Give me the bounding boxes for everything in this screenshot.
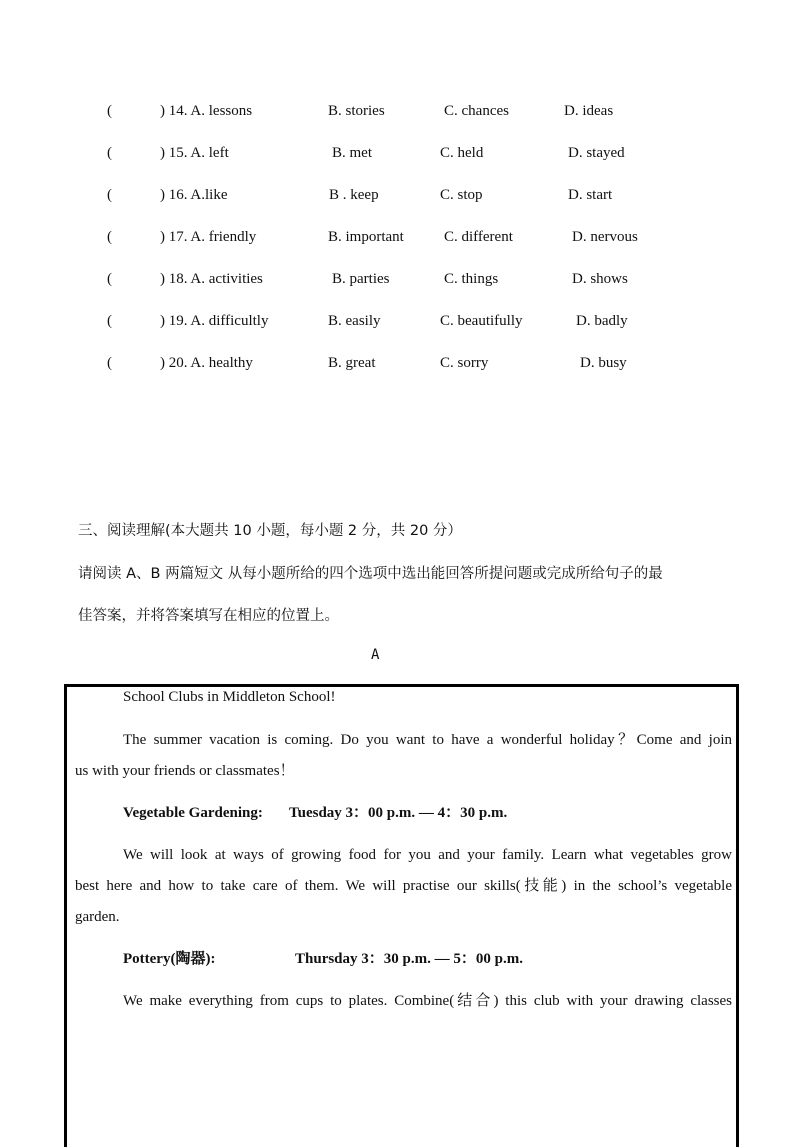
option-d: D. start bbox=[568, 187, 613, 203]
answer-blank-open: ( bbox=[107, 229, 112, 245]
option-b: B. easily bbox=[328, 313, 381, 329]
option-c: C. sorry bbox=[440, 355, 489, 371]
question-number-option-a: ) 14. A. lessons bbox=[160, 103, 253, 119]
option-b: B. met bbox=[332, 145, 372, 161]
passage-box bbox=[64, 684, 739, 1147]
question-number-option-a: ) 17. A. friendly bbox=[160, 229, 257, 245]
section-title: 三、阅读理解(本大题共 10 小题，每小题 2 分，共 20 分） bbox=[78, 523, 462, 539]
club-time: Thursday 3：30 p.m. — 5：00 p.m. bbox=[295, 951, 523, 967]
option-d: D. nervous bbox=[572, 229, 638, 245]
question-number-option-a: ) 20. A. healthy bbox=[160, 355, 253, 371]
option-b: B. stories bbox=[328, 103, 385, 119]
passage-intro-line: The summer vacation is coming. Do you want to have a wonderful holiday？Come and join bbox=[123, 732, 732, 748]
option-b: B. parties bbox=[332, 271, 390, 287]
option-d: D. shows bbox=[572, 271, 628, 287]
option-c: C. held bbox=[440, 145, 484, 161]
club-description-line: We will look at ways of growing food for you and your family. Learn what vegetables grow bbox=[123, 847, 732, 863]
option-c: C. stop bbox=[440, 187, 483, 203]
club-name: Vegetable Gardening: bbox=[123, 805, 263, 821]
option-b: B . keep bbox=[329, 187, 379, 203]
option-c: C. chances bbox=[444, 103, 509, 119]
club-description-line: We make everything from cups to plates. Combine(结合) this club with your drawing classes bbox=[123, 993, 732, 1009]
option-d: D. stayed bbox=[568, 145, 625, 161]
section-instruction-line: 佳答案，并将答案填写在相应的位置上。 bbox=[78, 608, 339, 624]
option-d: D. busy bbox=[580, 355, 627, 371]
club-time: Tuesday 3：00 p.m. — 4：30 p.m. bbox=[289, 805, 508, 821]
answer-blank-open: ( bbox=[107, 145, 112, 161]
question-number-option-a: ) 19. A. difficultly bbox=[160, 313, 269, 329]
option-b: B. great bbox=[328, 355, 376, 371]
club-description-line: garden. bbox=[75, 909, 120, 925]
question-number-option-a: ) 16. A.like bbox=[160, 187, 228, 203]
passage-intro-line: us with your friends or classmates！ bbox=[75, 763, 295, 779]
option-c: C. beautifully bbox=[440, 313, 523, 329]
section-instruction-line: 请阅读 A、B 两篇短文 从每小题所给的四个选项中选出能回答所提问题或完成所给句子的最 bbox=[78, 566, 663, 582]
answer-blank-open: ( bbox=[107, 187, 112, 203]
club-name: Pottery(陶器): bbox=[123, 951, 216, 967]
passage-label: A bbox=[371, 647, 380, 663]
option-c: C. different bbox=[444, 229, 513, 245]
question-number-option-a: ) 15. A. left bbox=[160, 145, 229, 161]
answer-blank-open: ( bbox=[107, 103, 112, 119]
option-c: C. things bbox=[444, 271, 499, 287]
answer-blank-open: ( bbox=[107, 355, 112, 371]
option-b: B. important bbox=[328, 229, 404, 245]
answer-blank-open: ( bbox=[107, 271, 112, 287]
answer-blank-open: ( bbox=[107, 313, 112, 329]
question-number-option-a: ) 18. A. activities bbox=[160, 271, 263, 287]
option-d: D. ideas bbox=[564, 103, 614, 119]
option-d: D. badly bbox=[576, 313, 628, 329]
passage-heading: School Clubs in Middleton School! bbox=[123, 689, 336, 705]
club-description-line: best here and how to take care of them. We will practise our skills(技能) in the school’s vegetable bbox=[75, 878, 732, 894]
